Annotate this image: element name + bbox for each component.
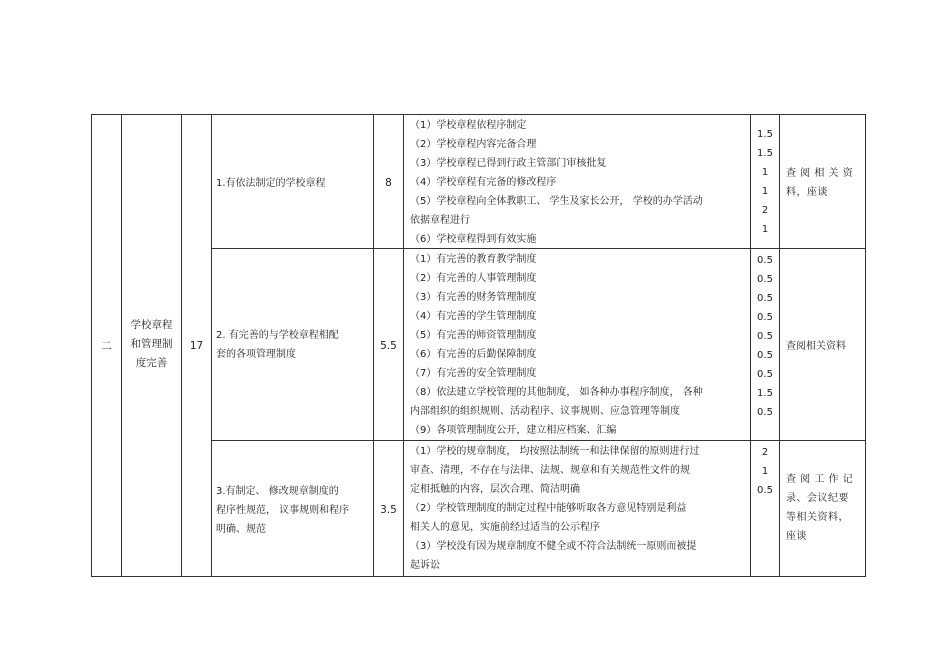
- criteria-item: （3）学校章程已得到行政主管部门审核批复: [410, 158, 607, 169]
- method-line: 等相关资料，: [786, 512, 849, 523]
- criteria-item: （7）有完善的安全管理制度: [410, 368, 537, 379]
- table-border-right: [865, 114, 866, 577]
- total-points: 17: [189, 340, 204, 352]
- method-line: 录、会议纪要: [786, 493, 849, 504]
- criteria-item: （8）依法建立学校管理的其他制度， 如各种办事程序制度， 各种: [410, 387, 703, 398]
- score-list: [751, 125, 779, 239]
- col-divider: [779, 114, 780, 577]
- check-method: [786, 337, 862, 356]
- score-list: [751, 251, 779, 422]
- score-value: 1: [761, 186, 769, 197]
- method-line: 查 阅 工 作 记: [786, 474, 854, 485]
- criteria-item: （2）有完善的人事管理制度: [410, 273, 537, 284]
- check-method: [786, 470, 862, 546]
- criteria-item: （5）有完善的师资管理制度: [410, 330, 537, 341]
- score-value: 1: [761, 466, 769, 477]
- category-line: 学校章程: [130, 319, 173, 331]
- col-divider: [211, 114, 212, 577]
- criteria-item: （1）学校章程依程序制定: [410, 120, 527, 131]
- category-name: [122, 316, 181, 373]
- criteria-list: [410, 116, 748, 249]
- score-list: [751, 443, 779, 500]
- criteria-item: （3）有完善的财务管理制度: [410, 292, 537, 303]
- method-line: 查 阅 相 关 资: [786, 168, 854, 179]
- score-value: 0.5: [757, 255, 773, 266]
- method-line: 查阅相关资料: [786, 341, 846, 352]
- category-line: 度完善: [135, 357, 168, 369]
- subitem-points: 3.5: [380, 504, 397, 516]
- criteria-item: （6）有完善的后勤保障制度: [410, 349, 537, 360]
- score-value: 0.5: [757, 350, 773, 361]
- criteria-item: （1）学校的规章制度， 均按照法制统一和法律保留的原则进行过: [410, 446, 700, 457]
- check-method: [786, 164, 862, 202]
- criteria-item: 定相抵触的内容，层次合理、简洁明确: [410, 484, 580, 495]
- subitem-points: 5.5: [380, 340, 397, 352]
- criteria-item: （4）有完善的学生管理制度: [410, 311, 537, 322]
- title-line: 套的各项管理制度: [216, 349, 296, 360]
- criteria-item: 依据章程进行: [410, 215, 470, 226]
- title-line: 明确、规范: [216, 524, 266, 535]
- score-value: 1.5: [757, 388, 773, 399]
- criteria-item: （1）有完善的教育教学制度: [410, 254, 537, 265]
- score-value: 0.5: [757, 407, 773, 418]
- method-line: 料，座谈: [786, 187, 828, 198]
- title-line: 程序性规范， 议事规则和程序: [216, 505, 350, 516]
- criteria-item: （6）学校章程得到有效实施: [410, 234, 537, 245]
- criteria-list: [410, 442, 748, 575]
- score-value: 0.5: [757, 485, 773, 496]
- subitem-title: [216, 326, 371, 364]
- row-index: 二: [101, 340, 112, 352]
- score-value: 2: [761, 447, 769, 458]
- criteria-item: （2）学校章程内容完备合理: [410, 139, 537, 150]
- criteria-item: 审查、清理，不存在与法律、法规、规章和有关规范性文件的规: [410, 465, 690, 476]
- title-line: 3.有制定、 修改规章制度的: [216, 486, 339, 497]
- criteria-item: （3）学校没有因为规章制度不健全或不符合法制统一原则而被提: [410, 541, 697, 552]
- subitem-points: 8: [385, 177, 392, 189]
- score-value: 0.5: [757, 274, 773, 285]
- row-divider: [211, 440, 866, 441]
- criteria-item: （9）各项管理制度公开，建立相应档案、汇编: [410, 425, 617, 436]
- subitem-title: [216, 482, 371, 539]
- score-value: 2: [761, 205, 769, 216]
- criteria-item: （2）学校管理制度的制定过程中能够听取各方意见特别是利益: [410, 503, 687, 514]
- score-value: 0.5: [757, 312, 773, 323]
- criteria-item: 起诉讼: [410, 560, 440, 571]
- col-divider: [403, 114, 404, 577]
- criteria-item: （5）学校章程向全体教职工、 学生及家长公开， 学校的办学活动: [410, 196, 703, 207]
- category-line: 和管理制: [130, 338, 173, 350]
- score-value: 0.5: [757, 293, 773, 304]
- score-value: 1.5: [757, 129, 773, 140]
- score-value: 1: [761, 224, 769, 235]
- method-line: 座谈: [786, 531, 807, 542]
- criteria-list: [410, 250, 748, 440]
- criteria-item: 相关人的意见，实施前经过适当的公示程序: [410, 522, 600, 533]
- score-value: 0.5: [757, 331, 773, 342]
- title-line: 2. 有完善的与学校章程相配: [216, 330, 339, 341]
- score-value: 1.5: [757, 148, 773, 159]
- score-value: 0.5: [757, 369, 773, 380]
- subitem-title: 1.有依法制定的学校章程: [216, 178, 326, 189]
- criteria-item: 内部组织的组织规则、活动程序、议事规则、应急管理等制度: [410, 406, 680, 417]
- score-value: 1: [761, 167, 769, 178]
- criteria-item: （4）学校章程有完备的修改程序: [410, 177, 557, 188]
